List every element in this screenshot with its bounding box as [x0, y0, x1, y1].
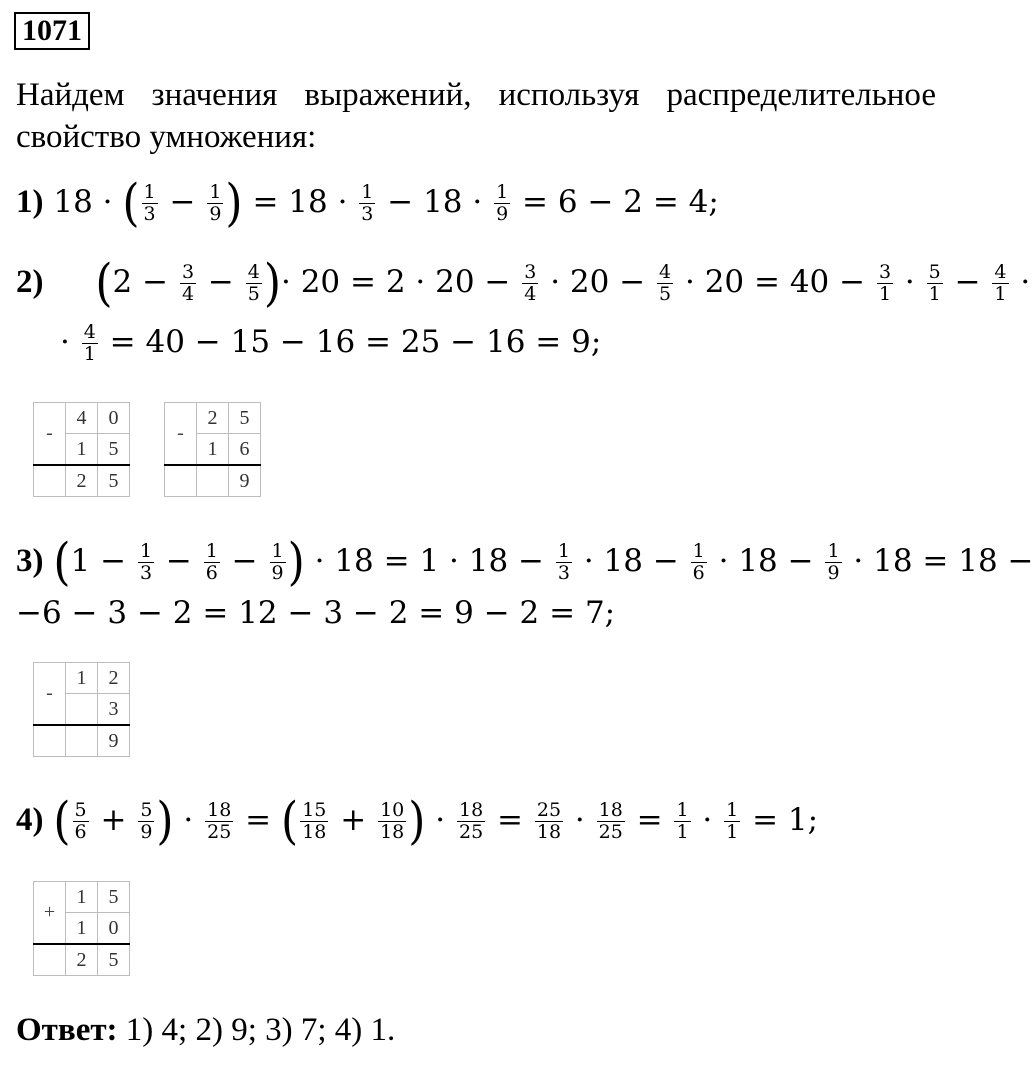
- fraction: $\frac{1}{1}$: [726, 799, 739, 843]
- paren-close: ): [263, 253, 281, 313]
- expr-text: · 18 −: [708, 543, 824, 579]
- fraction: $\frac{3}{4}$: [524, 261, 537, 305]
- expr-text: −: [944, 264, 991, 300]
- fraction: $\frac{25}{18}$: [536, 799, 562, 843]
- minus-sign: −: [156, 543, 202, 579]
- plus-sign: +: [90, 802, 137, 838]
- column-calc: - 4 0 1 5 2 5: [33, 402, 130, 497]
- plus-sign: +: [330, 802, 377, 838]
- fraction: $\frac{1}{9}$: [209, 181, 222, 225]
- fraction: $\frac{1}{3}$: [361, 181, 374, 225]
- item-label: 3): [16, 543, 44, 579]
- fraction: $\frac{1}{9}$: [271, 540, 284, 584]
- fraction: $\frac{1}{3}$: [557, 540, 570, 584]
- fraction: $\frac{5}{9}$: [140, 799, 153, 843]
- expr-text: · 20 = 2 · 20 −: [280, 264, 521, 300]
- expr-text: ·: [895, 264, 925, 300]
- solution-line-1: [16, 173, 719, 233]
- answer-text: 1) 4; 2) 9; 3) 7; 4) 1.: [117, 1012, 396, 1048]
- answer-line: [16, 1009, 395, 1051]
- expr-text: ·: [692, 802, 723, 838]
- expr-text: ·: [173, 802, 204, 838]
- solution-line-2: [16, 253, 1031, 313]
- fraction: $\frac{1}{1}$: [676, 799, 689, 843]
- column-calc: + 1 5 1 0 2 5: [33, 881, 130, 976]
- fraction: $\frac{18}{25}$: [458, 799, 484, 843]
- expr-text: 18 ·: [53, 184, 123, 220]
- expr-text: · 20 = 40 −: [675, 264, 875, 300]
- expr-text: =: [487, 802, 533, 838]
- column-calc: - 2 5 1 6 9: [164, 402, 261, 497]
- problem-number: 1071: [14, 12, 90, 50]
- paren-open: (: [53, 532, 71, 592]
- expr-text: = 6 − 2 = 4;: [512, 184, 719, 220]
- paren-close: ): [225, 173, 243, 233]
- expr-text: · 20 −: [540, 264, 656, 300]
- fraction: $\frac{4}{1}$: [994, 261, 1007, 305]
- expr-text: · 18 = 1 · 18 −: [304, 543, 554, 579]
- fraction: $\frac{4}{5}$: [247, 261, 260, 305]
- fraction: $\frac{1}{9}$: [827, 540, 840, 584]
- intro-text: Найдем значения выражений, используя распределительное свойство умножения:: [16, 77, 936, 155]
- expr-text: =: [235, 802, 282, 838]
- fraction: $\frac{18}{25}$: [207, 799, 232, 843]
- operator-sign: -: [34, 403, 66, 466]
- fraction: $\frac{4}{1}$: [83, 321, 96, 365]
- minus-sign: −: [198, 264, 244, 300]
- expr-text: −6 − 3 − 2 = 12 − 3 − 2 = 9 − 2 = 7;: [16, 595, 616, 631]
- answer-label: Ответ:: [16, 1012, 118, 1048]
- expr-text: =: [626, 802, 673, 838]
- paren-open: (: [53, 791, 71, 851]
- item-label: 4): [16, 802, 44, 838]
- column-calc: - 1 2 3 9: [33, 662, 130, 757]
- expr-text: ·: [565, 802, 595, 838]
- expr-text: = 18 ·: [242, 184, 358, 220]
- paren-open: (: [95, 253, 113, 313]
- fraction: $\frac{10}{18}$: [380, 799, 405, 843]
- minus-sign: −: [159, 184, 206, 220]
- expr-text: = 1;: [742, 802, 819, 838]
- fraction: $\frac{1}{6}$: [205, 540, 218, 584]
- paren-close: ): [287, 532, 305, 592]
- fraction: $\frac{1}{3}$: [139, 540, 153, 584]
- expr-text: − 18 ·: [377, 184, 493, 220]
- fraction: $\frac{15}{18}$: [302, 799, 327, 843]
- solution-line-3-cont: [16, 593, 615, 633]
- fraction: $\frac{5}{6}$: [74, 799, 87, 843]
- solution-line-2-cont: [60, 322, 601, 365]
- expr-text: ·: [60, 324, 80, 360]
- expr-text: 2 −: [112, 264, 178, 300]
- fraction: $\frac{3}{4}$: [181, 261, 195, 305]
- expr-text: 1 −: [70, 543, 136, 579]
- fraction: $\frac{5}{1}$: [928, 261, 941, 305]
- fraction: $\frac{1}{9}$: [496, 181, 509, 225]
- fraction: $\frac{1}{6}$: [692, 540, 705, 584]
- paren-open: (: [122, 173, 140, 233]
- operator-sign: -: [34, 663, 66, 726]
- expr-text: · 18 −: [573, 543, 689, 579]
- fraction: $\frac{3}{1}$: [878, 261, 892, 305]
- operator-sign: +: [34, 882, 66, 945]
- expr-text: ·: [1010, 264, 1031, 300]
- item-label: 1): [16, 184, 44, 220]
- fraction: $\frac{18}{25}$: [598, 799, 623, 843]
- expr-text: · 18 = 18 −: [843, 543, 1034, 579]
- minus-sign: −: [221, 543, 268, 579]
- paren-close: ): [408, 791, 426, 851]
- paren-open: (: [281, 791, 299, 851]
- item-label: 2): [16, 264, 44, 300]
- fraction: $\frac{1}{3}$: [143, 181, 156, 225]
- expr-text: = 40 − 15 − 16 = 25 − 16 = 9;: [99, 324, 602, 360]
- operator-sign: -: [165, 403, 197, 466]
- paren-close: ): [156, 791, 174, 851]
- solution-line-4: [16, 791, 819, 851]
- fraction: $\frac{4}{5}$: [659, 261, 672, 305]
- solution-line-3: [16, 532, 1034, 592]
- expr-text: ·: [425, 802, 455, 838]
